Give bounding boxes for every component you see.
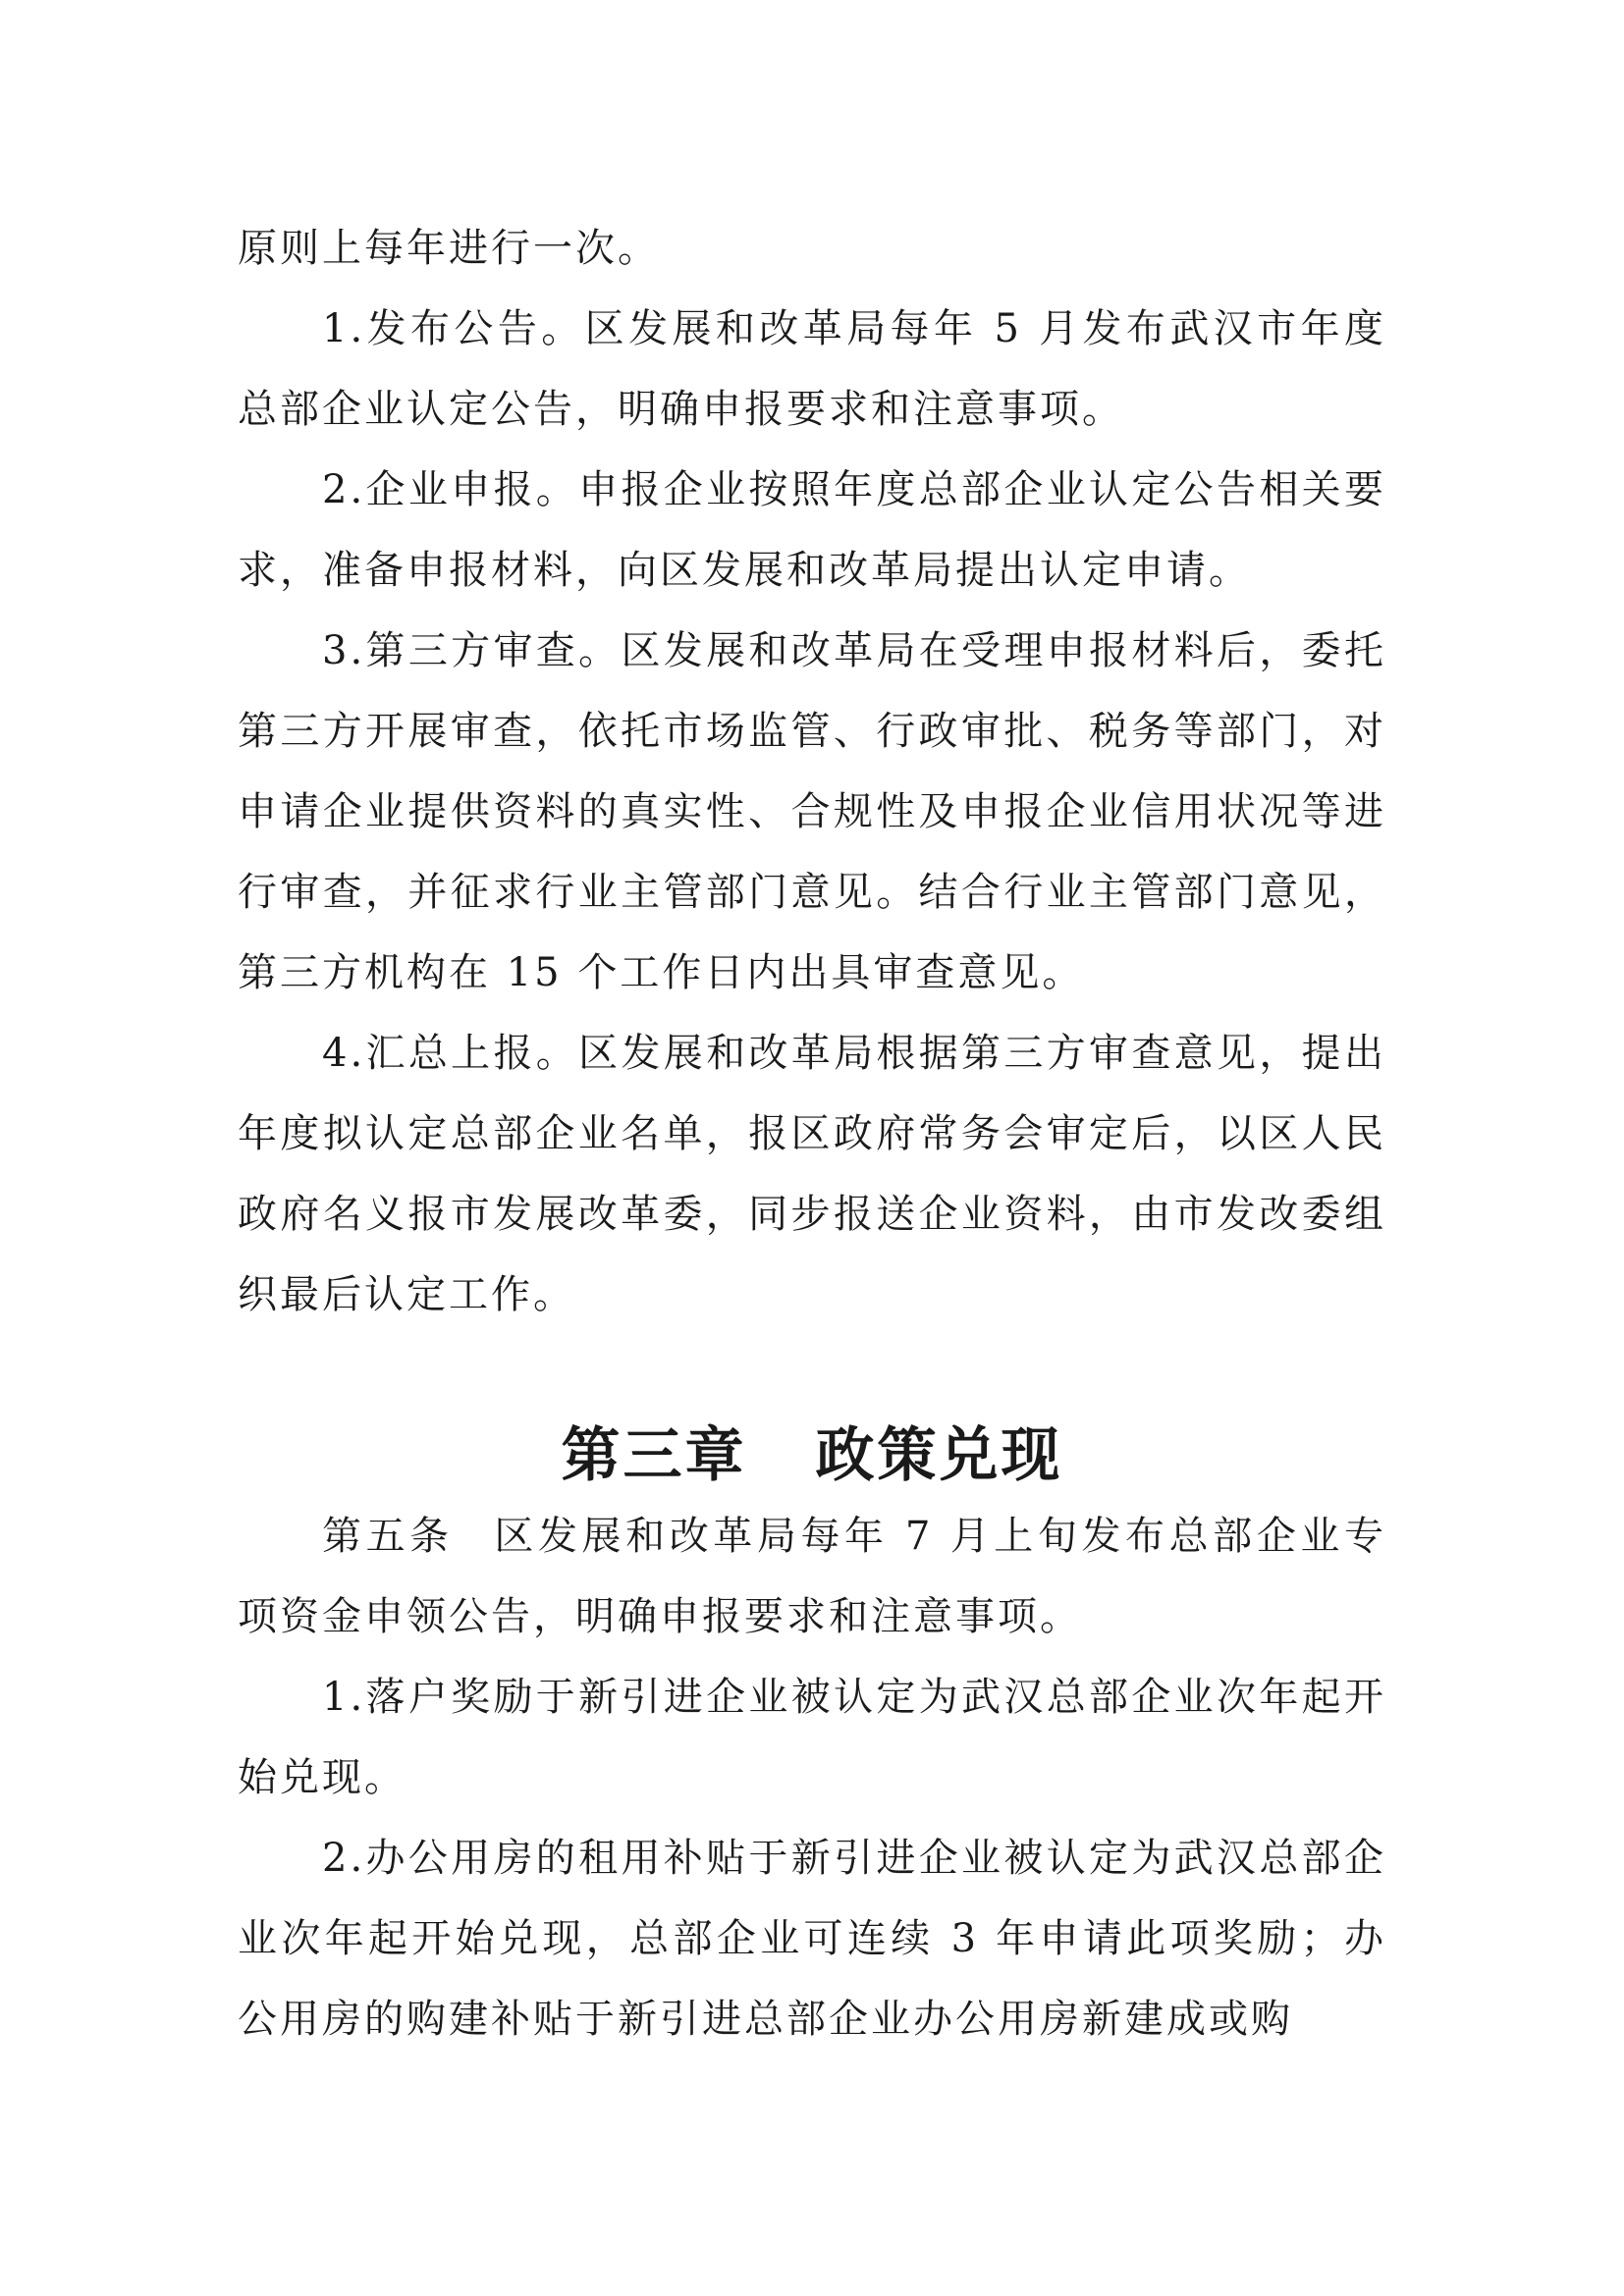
paragraph-settlement-reward: 1.落户奖励于新引进企业被认定为武汉总部企业次年起开始兑现。 bbox=[238, 1675, 1386, 1800]
chapter-number: 第三章 bbox=[561, 1421, 747, 1490]
document-body bbox=[238, 208, 1386, 2059]
chapter-title: 政策兑现 bbox=[815, 1421, 1063, 1490]
paragraph-office-subsidy: 2.办公用房的租用补贴于新引进企业被认定为武汉总部企业次年起开始兑现，总部企业可连续 3 年申请此项奖励；办公用房的购建补贴于新引进总部企业办公用房新建成或购 bbox=[238, 1836, 1386, 2042]
article-number: 第五条 bbox=[322, 1514, 454, 1559]
article-paragraph bbox=[238, 1496, 1386, 1657]
paragraph-continuation: 原则上每年进行一次。 bbox=[238, 226, 660, 271]
paragraph-third-party-review: 3.第三方审查。区发展和改革局在受理申报材料后，委托第三方开展审查，依托市场监管、行政审批、税务等部门，对申请企业提供资料的真实性、合规性及申报企业信用状况等进行审查，并征求行业主管部门意见。结合行业主管部门意见，第三方机构在 15 个工作日内出具审查意见。 bbox=[238, 628, 1386, 995]
paragraph-summary-report: 4.汇总上报。区发展和改革局根据第三方审查意见，提出年度拟认定总部企业名单，报区政府常务会审定后，以区人民政府名义报市发展改革委，同步报送企业资料，由市发改委组织最后认定工作。 bbox=[238, 1031, 1386, 1317]
chapter-heading bbox=[238, 1415, 1386, 1496]
paragraph-enterprise-application: 2.企业申报。申报企业按照年度总部企业认定公告相关要求，准备申报材料，向区发展和改革局提出认定申请。 bbox=[238, 467, 1386, 593]
paragraph-publish-notice: 1.发布公告。区发展和改革局每年 5 月发布武汉市年度总部企业认定公告，明确申报要求和注意事项。 bbox=[238, 306, 1386, 432]
article-text: 区发展和改革局每年 7 月上旬发布总部企业专项资金申领公告，明确申报要求和注意事项。 bbox=[238, 1514, 1386, 1639]
